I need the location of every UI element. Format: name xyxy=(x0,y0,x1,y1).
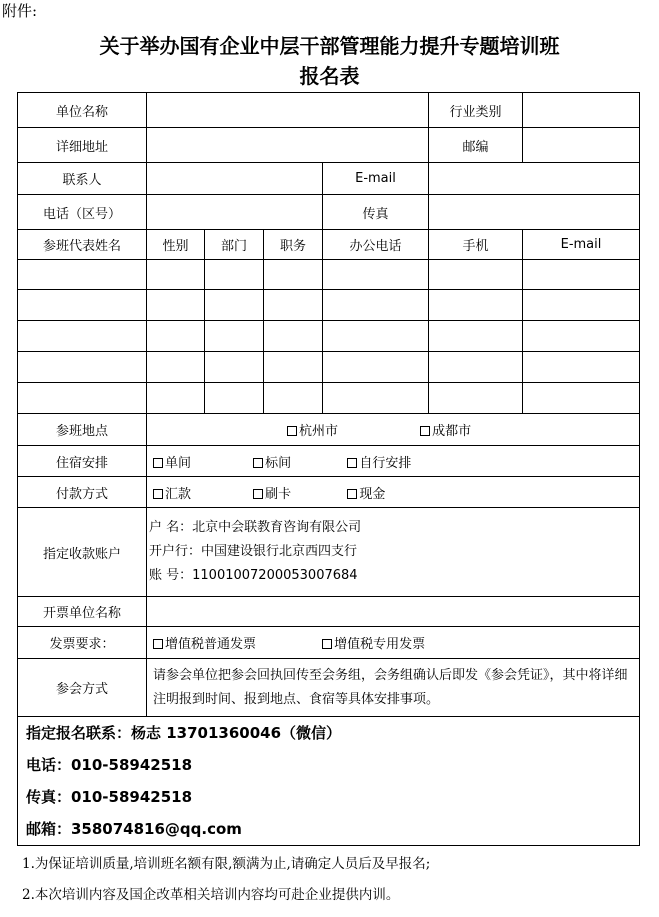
payment-options xyxy=(147,477,640,508)
industry-label: 行业类别 xyxy=(429,93,523,128)
attendee-cell[interactable] xyxy=(523,290,640,321)
attendee-cell[interactable] xyxy=(523,352,640,383)
attendee-cell[interactable] xyxy=(18,321,147,352)
attendee-cell[interactable] xyxy=(429,352,523,383)
contact-person-field[interactable] xyxy=(147,163,323,195)
invoice-option-normal[interactable]: 增值税普通发票 xyxy=(153,633,256,652)
attend-method-label: 参会方式 xyxy=(18,659,147,717)
contact-line-email: 邮箱：358074816@qq.com xyxy=(26,820,242,838)
attendee-header-mobile: 手机 xyxy=(429,230,523,260)
attendee-cell[interactable] xyxy=(18,383,147,414)
checkbox-icon[interactable] xyxy=(322,639,332,649)
contact-line-fax: 传真：010-58942518 xyxy=(26,788,193,806)
attendee-cell[interactable] xyxy=(264,321,323,352)
attendee-cell[interactable] xyxy=(18,352,147,383)
attendee-cell[interactable] xyxy=(323,290,429,321)
address-field[interactable] xyxy=(147,128,429,163)
location-option-chengdu[interactable]: 成都市 xyxy=(420,420,471,439)
attendee-row xyxy=(18,290,640,321)
unit-name-label: 单位名称 xyxy=(18,93,147,128)
account-info xyxy=(147,508,640,597)
attendee-header-gender: 性别 xyxy=(147,230,205,260)
payment-option-cash[interactable]: 现金 xyxy=(347,483,385,502)
fax-field[interactable] xyxy=(429,195,640,230)
payment-label: 付款方式 xyxy=(18,477,147,508)
payment-option-remit[interactable]: 汇款 xyxy=(153,483,191,502)
account-bank: 开户行：中国建设银行北京西四支行 xyxy=(149,544,358,559)
industry-field[interactable] xyxy=(523,93,640,128)
invoice-req-label: 发票要求： xyxy=(18,627,147,659)
invoice-unit-field[interactable] xyxy=(147,597,640,627)
attendee-cell[interactable] xyxy=(523,321,640,352)
attendee-cell[interactable] xyxy=(147,352,205,383)
address-label: 详细地址 xyxy=(18,128,147,163)
attendee-cell[interactable] xyxy=(429,260,523,290)
page-title: 关于举办国有企业中层干部管理能力提升专题培训班 xyxy=(99,34,560,58)
attendee-header-position: 职务 xyxy=(264,230,323,260)
checkbox-icon[interactable] xyxy=(287,426,297,436)
page-subtitle: 报名表 xyxy=(299,64,360,88)
attendee-cell[interactable] xyxy=(429,383,523,414)
attendee-cell[interactable] xyxy=(18,260,147,290)
attendee-cell[interactable] xyxy=(323,321,429,352)
account-name: 户 名：北京中会联教育咨询有限公司 xyxy=(149,520,362,535)
attendee-cell[interactable] xyxy=(323,383,429,414)
lodging-label: 住宿安排 xyxy=(18,446,147,477)
attendee-cell[interactable] xyxy=(264,260,323,290)
account-label: 指定收款账户 xyxy=(18,508,147,597)
attend-method-text: 请参会单位把参会回执回传至会务组，会务组确认后即发《参会凭证》，其中将详细注明报到时间、报到地点、食宿等具体安排事项。 xyxy=(147,659,640,717)
lodging-option-self[interactable]: 自行安排 xyxy=(347,452,411,471)
location-options xyxy=(147,414,640,446)
invoice-options xyxy=(147,627,640,659)
attendee-cell[interactable] xyxy=(205,321,264,352)
attendee-cell[interactable] xyxy=(264,383,323,414)
attendee-cell[interactable] xyxy=(323,352,429,383)
checkbox-icon[interactable] xyxy=(253,458,263,468)
attachment-label: 附件: xyxy=(2,2,38,20)
location-option-hangzhou[interactable]: 杭州市 xyxy=(287,420,338,439)
postcode-label: 邮编 xyxy=(429,128,523,163)
lodging-options xyxy=(147,446,640,477)
postcode-field[interactable] xyxy=(523,128,640,163)
attendee-cell[interactable] xyxy=(429,321,523,352)
contact-line-signup: 指定报名联系：杨志 13701360046（微信） xyxy=(26,724,342,742)
email-field[interactable] xyxy=(429,163,640,195)
contact-info xyxy=(18,717,640,846)
attendee-row xyxy=(18,352,640,383)
checkbox-icon[interactable] xyxy=(153,639,163,649)
attendee-header-dept: 部门 xyxy=(205,230,264,260)
attendee-cell[interactable] xyxy=(264,352,323,383)
footnote-1: 1.为保证培训质量,培训班名额有限,额满为止,请确定人员后及早报名; xyxy=(22,856,431,872)
attendee-cell[interactable] xyxy=(205,290,264,321)
attendee-cell[interactable] xyxy=(147,260,205,290)
footnote-2: 2.本次培训内容及国企改革相关培训内容均可赴企业提供内训。 xyxy=(22,887,400,903)
fax-label: 传真 xyxy=(323,195,429,230)
contact-line-phone: 电话：010-58942518 xyxy=(26,756,193,774)
registration-form xyxy=(17,92,640,846)
attendee-row xyxy=(18,260,640,290)
checkbox-icon[interactable] xyxy=(153,458,163,468)
attendee-header-office-phone: 办公电话 xyxy=(323,230,429,260)
lodging-option-standard[interactable]: 标间 xyxy=(253,452,291,471)
phone-field[interactable] xyxy=(147,195,323,230)
payment-option-card[interactable]: 刷卡 xyxy=(253,483,291,502)
invoice-option-special[interactable]: 增值税专用发票 xyxy=(322,633,425,652)
unit-name-field[interactable] xyxy=(147,93,429,128)
attendee-cell[interactable] xyxy=(264,290,323,321)
checkbox-icon[interactable] xyxy=(347,489,357,499)
checkbox-icon[interactable] xyxy=(153,489,163,499)
attendee-header-email: E-mail xyxy=(523,230,640,260)
location-label: 参班地点 xyxy=(18,414,147,446)
attendee-cell[interactable] xyxy=(523,260,640,290)
attendee-cell[interactable] xyxy=(523,383,640,414)
phone-label: 电话（区号） xyxy=(18,195,147,230)
attendee-cell[interactable] xyxy=(205,260,264,290)
attendee-header-name: 参班代表姓名 xyxy=(18,230,147,260)
attendee-row xyxy=(18,383,640,414)
invoice-unit-label: 开票单位名称 xyxy=(18,597,147,627)
checkbox-icon[interactable] xyxy=(253,489,263,499)
attendee-cell[interactable] xyxy=(429,290,523,321)
attendee-row xyxy=(18,321,640,352)
attendee-cell[interactable] xyxy=(147,383,205,414)
email-label: E-mail xyxy=(323,163,429,195)
attendee-header-row xyxy=(18,230,640,260)
attendee-cell[interactable] xyxy=(205,352,264,383)
attendee-cell[interactable] xyxy=(18,290,147,321)
account-number: 账 号：11001007200053007684 xyxy=(149,568,358,583)
contact-person-label: 联系人 xyxy=(18,163,147,195)
attendee-cell[interactable] xyxy=(205,383,264,414)
attendee-cell[interactable] xyxy=(147,321,205,352)
attendee-cell[interactable] xyxy=(323,260,429,290)
lodging-option-single[interactable]: 单间 xyxy=(153,452,191,471)
attendee-cell[interactable] xyxy=(147,290,205,321)
checkbox-icon[interactable] xyxy=(420,426,430,436)
checkbox-icon[interactable] xyxy=(347,458,357,468)
